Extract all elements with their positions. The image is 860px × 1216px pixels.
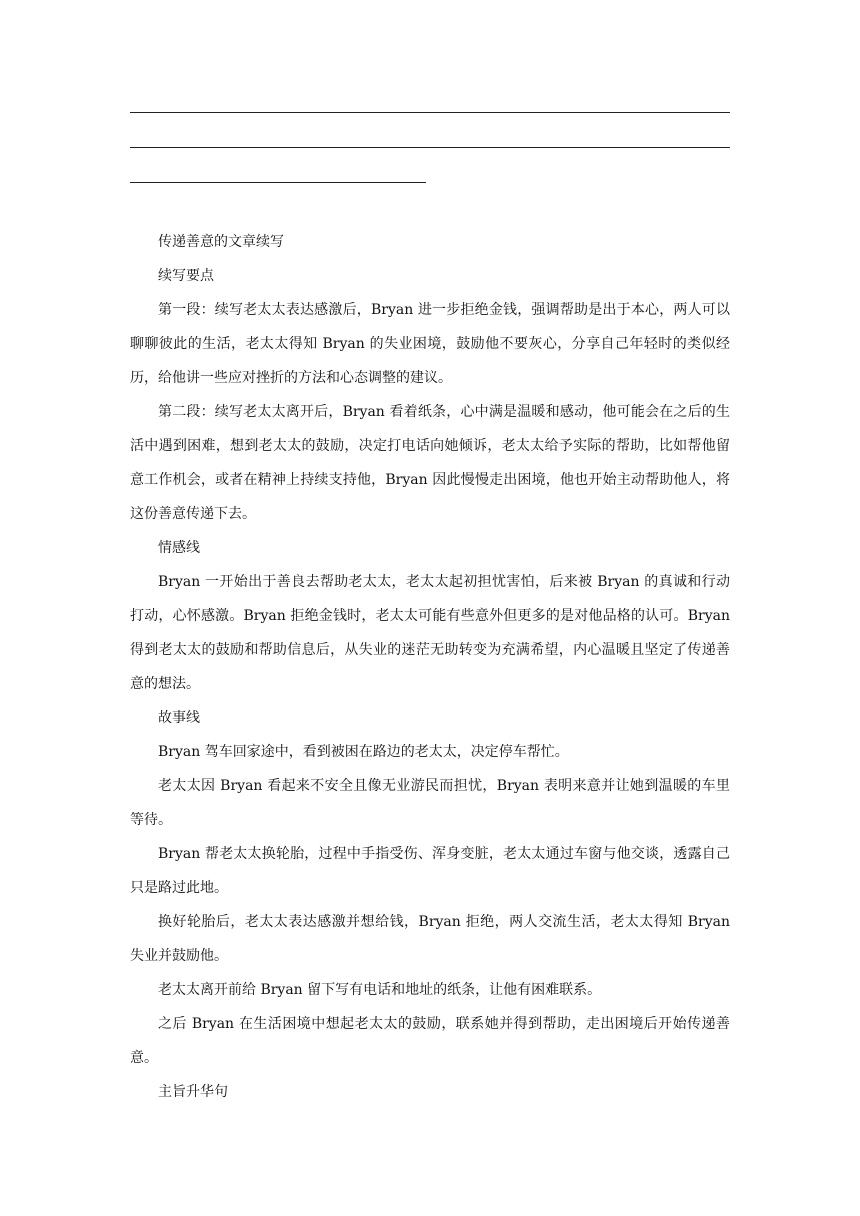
section-heading: 续写要点 [158,268,214,284]
document-content [130,225,730,1109]
answer-lines [130,0,730,183]
paragraph: 老太太离开前给 Bryan 留下写有电话和地址的纸条，让他有困难联系。 [158,982,602,998]
paragraph: Bryan 一开始出于善良去帮助老太太，老太太起初担忧害怕，后来被 Bryan 的真诚和行动打动，心怀感激。Bryan 拒绝金钱时，老太太可能有些意外但更多的是对他品格的认可。Bryan 得到老太太的鼓励和帮助信息后，从失业的迷茫无助转变为充满希望，内心温暖且坚定了传递善意的想法。 [130,574,730,692]
document-title: 传递善意的文章续写 [158,234,284,250]
paragraph: Bryan 驾车回家途中，看到被困在路边的老太太，决定停车帮忙。 [158,744,569,760]
paragraph: 之后 Bryan 在生活困境中想起老太太的鼓励，联系她并得到帮助，走出困境后开始传递善意。 [130,1016,730,1066]
answer-line [130,147,730,148]
answer-line [130,112,730,113]
paragraph: 换好轮胎后，老太太表达感激并想给钱，Bryan 拒绝，两人交流生活，老太太得知 Bryan 失业并鼓励他。 [130,914,730,964]
paragraph: Bryan 帮老太太换轮胎，过程中手指受伤、浑身变脏，老太太通过车窗与他交谈，透露自己只是路过此地。 [130,846,730,896]
section-heading: 主旨升华句 [158,1084,228,1100]
section-heading: 情感线 [158,540,200,556]
paragraph: 第一段：续写老太太表达感激后，Bryan 进一步拒绝金钱，强调帮助是出于本心，两人可以聊聊彼此的生活，老太太得知 Bryan 的失业困境，鼓励他不要灰心，分享自己年轻时的类似经历，给他讲一些应对挫折的方法和心态调整的建议。 [130,302,730,386]
answer-line [130,182,426,183]
section-heading: 故事线 [158,710,200,726]
paragraph: 老太太因 Bryan 看起来不安全且像无业游民而担忧，Bryan 表明来意并让她到温暖的车里等待。 [130,778,730,828]
paragraph: 第二段：续写老太太离开后，Bryan 看着纸条，心中满是温暖和感动，他可能会在之后的生活中遇到困难，想到老太太的鼓励，决定打电话向她倾诉，老太太给予实际的帮助，比如帮他留意工作机会，或者在精神上持续支持他，Bryan 因此慢慢走出困境，他也开始主动帮助他人，将这份善意传递下去。 [130,404,730,522]
